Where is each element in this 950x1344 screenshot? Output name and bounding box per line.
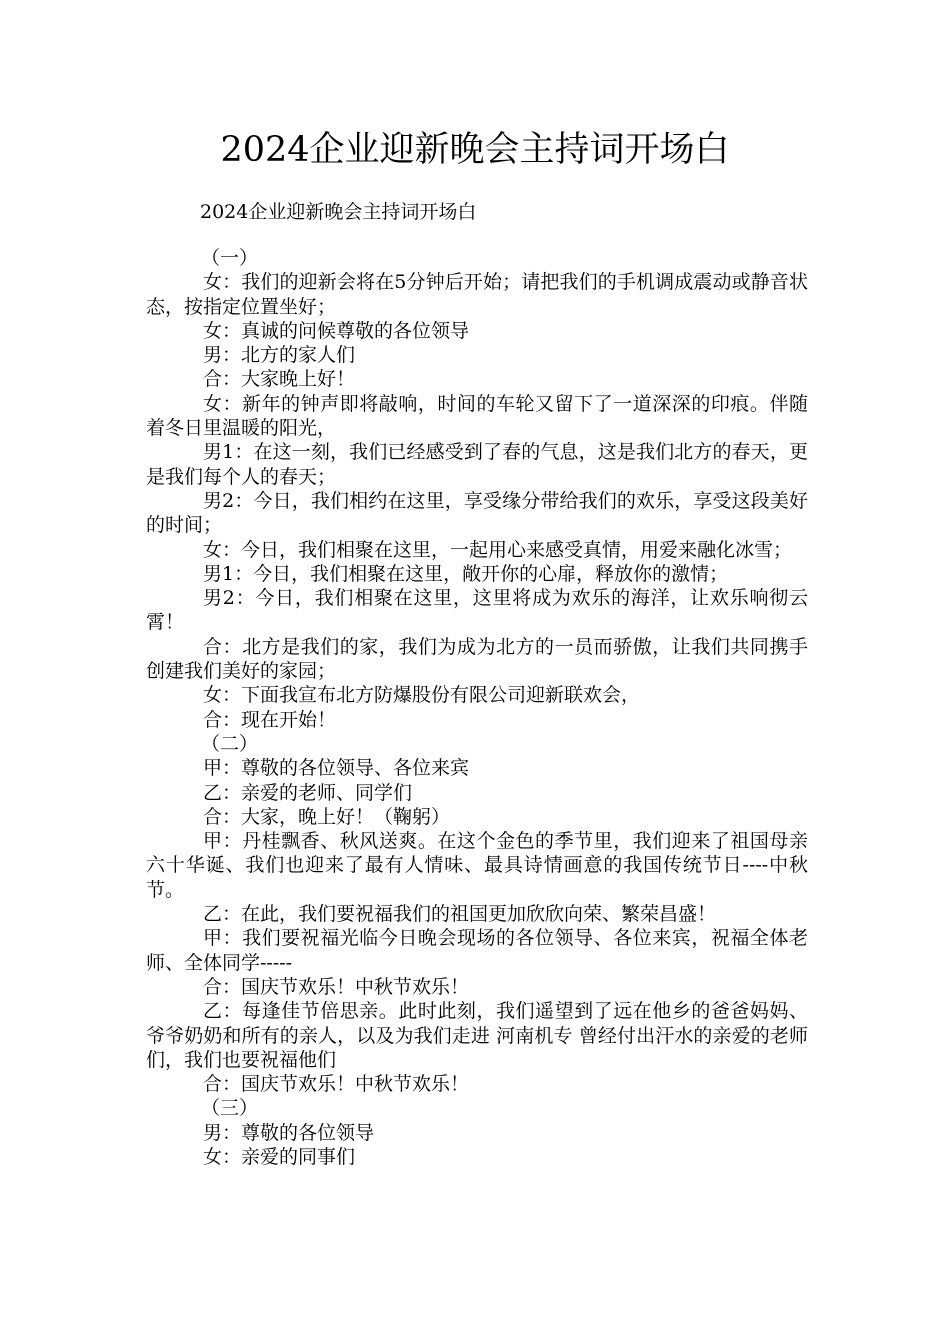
dialogue-line: 合：国庆节欢乐！中秋节欢乐！: [203, 975, 470, 998]
dialogue-line: 合：大家晚上好！: [203, 368, 356, 391]
dialogue-line: 女：新年的钟声即将敲响，时间的车轮又留下了一道深深的印痕。伴随着冬日里温暖的阳光，: [146, 392, 808, 440]
dialogue-line: 合：北方是我们的家，我们为成为北方的一员而骄傲，让我们共同携手创建我们美好的家园；: [146, 635, 808, 683]
dialogue-line: 女：亲爱的同事们: [203, 1145, 356, 1168]
section-marker: （一）: [201, 247, 259, 269]
dialogue-line: 合：国庆节欢乐！中秋节欢乐！: [203, 1073, 470, 1096]
dialogue-line: 合：现在开始！: [203, 708, 337, 731]
dialogue-line: 甲：丹桂飘香、秋风送爽。在这个金色的季节里，我们迎来了祖国母亲六十华诞、我们也迎来了最有人情味、最具诗情画意的我国传统节日----中秋节。: [146, 830, 808, 901]
dialogue-line: 男1：今日，我们相聚在这里，敞开你的心扉，释放你的激情；: [203, 562, 729, 585]
dialogue-line: 男1：在这一刻，我们已经感受到了春的气息，这是我们北方的春天，更是我们每个人的春天；: [146, 441, 808, 488]
section-marker: （三）: [201, 1097, 259, 1120]
dialogue-line: 男2：今日，我们相约在这里，享受缘分带给我们的欢乐，享受这段美好的时间；: [146, 489, 808, 537]
document-title: 2024企业迎新晚会主持词开场白: [220, 130, 730, 170]
dialogue-line: 女：今日，我们相聚在这里，一起用心来感受真情，用爱来融化冰雪；: [203, 538, 793, 561]
dialogue-line: 女：真诚的问候尊敬的各位领导: [203, 319, 470, 342]
dialogue-line: 乙：在此，我们要祝福我们的祖国更加欣欣向荣、繁荣昌盛！: [203, 903, 717, 926]
dialogue-line: 乙：每逢佳节倍思亲。此时此刻，我们遥望到了远在他乡的爸爸妈妈、爷爷奶奶和所有的亲人，以及为我们走进 河南机专 曾经付出汗水的亲爱的老师们，我们也要祝福他们: [146, 1000, 808, 1071]
dialogue-line: 男：尊敬的各位领导: [203, 1121, 375, 1144]
document-subtitle: 2024企业迎新晚会主持词开场白: [200, 201, 477, 223]
dialogue-line: 男：北方的家人们: [203, 344, 356, 367]
dialogue-line: 乙：亲爱的老师、同学们: [203, 781, 413, 804]
dialogue-line: 女：我们的迎新会将在5分钟后开始；请把我们的手机调成震动或静音状态，按指定位置坐好；: [146, 271, 808, 318]
document-body: [146, 246, 808, 1169]
dialogue-line: 女：下面我宣布北方防爆股份有限公司迎新联欢会，: [203, 684, 641, 707]
dialogue-line: 甲：我们要祝福光临今日晚会现场的各位领导、各位来宾，祝福全体老师、全体同学-----: [146, 927, 808, 974]
dialogue-line: 合：大家，晚上好！（鞠躬）: [203, 805, 451, 828]
dialogue-line: 甲：尊敬的各位领导、各位来宾: [203, 757, 470, 780]
dialogue-line: 男2：今日，我们相聚在这里，这里将成为欢乐的海洋，让欢乐响彻云霄！: [146, 587, 808, 634]
section-marker: （二）: [201, 732, 259, 755]
